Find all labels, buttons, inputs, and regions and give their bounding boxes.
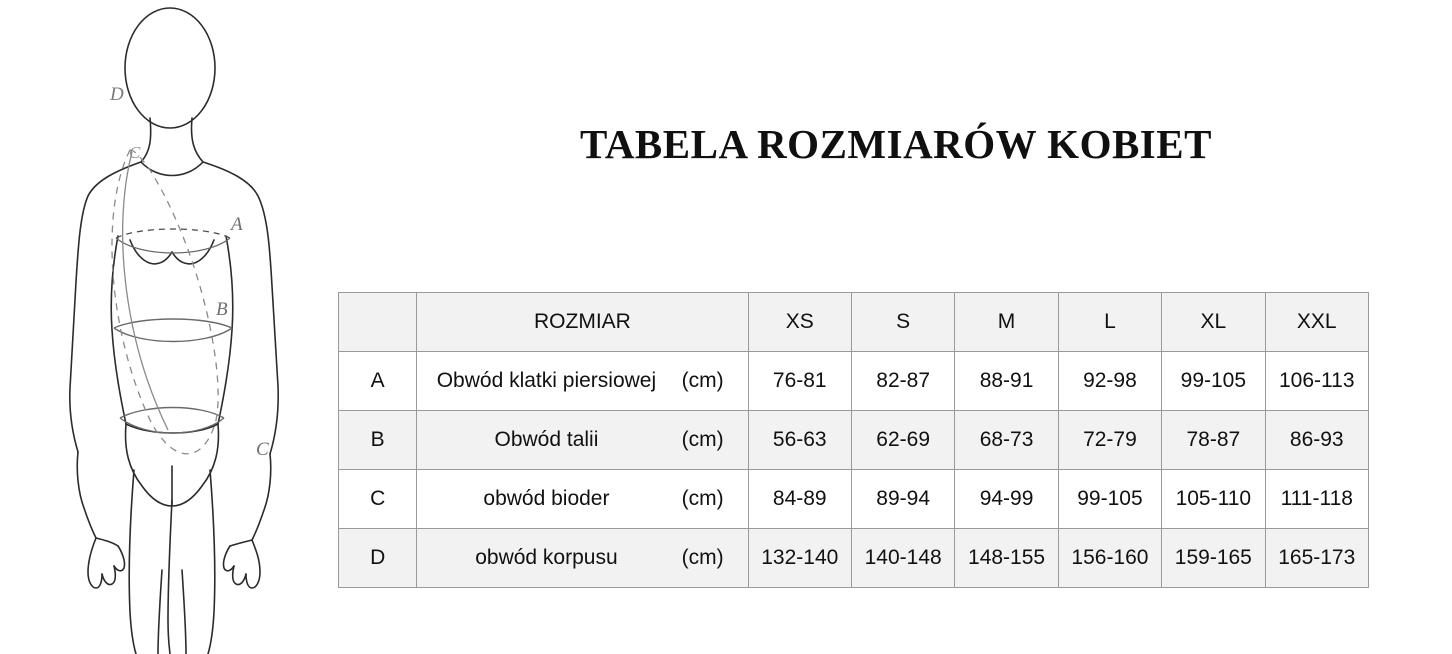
table-row	[339, 529, 1369, 588]
cell-xs: 56-63	[748, 411, 851, 470]
cell-m: 148-155	[955, 529, 1058, 588]
size-table-container	[338, 292, 1369, 588]
cell-xl: 159-165	[1162, 529, 1265, 588]
row-label: obwód bioder	[483, 486, 610, 510]
row-label-cell	[417, 411, 748, 470]
row-label: Obwód klatki piersiowej	[436, 369, 657, 393]
cell-m: 88-91	[955, 352, 1058, 411]
cell-m: 94-99	[955, 470, 1058, 529]
header-size-xxl: XXL	[1265, 293, 1368, 352]
female-body-illustration	[0, 0, 340, 654]
cell-xl: 105-110	[1162, 470, 1265, 529]
header-size-xs: XS	[748, 293, 851, 352]
header-size-xl: XL	[1162, 293, 1265, 352]
cell-s: 140-148	[851, 529, 954, 588]
row-letter: C	[339, 470, 417, 529]
row-unit: (cm)	[681, 428, 724, 451]
cell-xxl: 106-113	[1265, 352, 1368, 411]
table-row	[339, 352, 1369, 411]
header-size-l: L	[1058, 293, 1161, 352]
cell-xs: 76-81	[748, 352, 851, 411]
marker-label-D: D	[110, 84, 124, 105]
marker-label-B: B	[216, 299, 228, 320]
header-size-s: S	[851, 293, 954, 352]
row-letter: A	[339, 352, 417, 411]
header-rozmiar: ROZMIAR	[417, 293, 748, 352]
row-label-cell	[417, 352, 748, 411]
table-row	[339, 470, 1369, 529]
row-letter: B	[339, 411, 417, 470]
row-label: Obwód talii	[494, 427, 599, 451]
cell-xxl: 111-118	[1265, 470, 1368, 529]
header-size-m: M	[955, 293, 1058, 352]
row-unit: (cm)	[681, 487, 724, 510]
marker-label-C: C	[256, 439, 269, 460]
cell-s: 89-94	[851, 470, 954, 529]
marker-label-C-top: C	[129, 143, 141, 162]
cell-s: 62-69	[851, 411, 954, 470]
cell-xs: 132-140	[748, 529, 851, 588]
size-table	[338, 292, 1369, 588]
cell-xxl: 165-173	[1265, 529, 1368, 588]
table-row	[339, 411, 1369, 470]
cell-l: 99-105	[1058, 470, 1161, 529]
cell-xs: 84-89	[748, 470, 851, 529]
row-label-cell	[417, 470, 748, 529]
row-unit: (cm)	[681, 369, 724, 392]
cell-l: 72-79	[1058, 411, 1161, 470]
cell-xxl: 86-93	[1265, 411, 1368, 470]
cell-xl: 99-105	[1162, 352, 1265, 411]
cell-l: 92-98	[1058, 352, 1161, 411]
marker-label-A: A	[231, 214, 243, 235]
header-letter	[339, 293, 417, 352]
row-label: obwód korpusu	[475, 545, 618, 569]
cell-xl: 78-87	[1162, 411, 1265, 470]
row-label-cell	[417, 529, 748, 588]
table-header-row	[339, 293, 1369, 352]
row-unit: (cm)	[681, 546, 724, 569]
row-letter: D	[339, 529, 417, 588]
page-title: TABELA ROZMIARÓW KOBIET	[580, 121, 1212, 167]
cell-m: 68-73	[955, 411, 1058, 470]
cell-s: 82-87	[851, 352, 954, 411]
cell-l: 156-160	[1058, 529, 1161, 588]
